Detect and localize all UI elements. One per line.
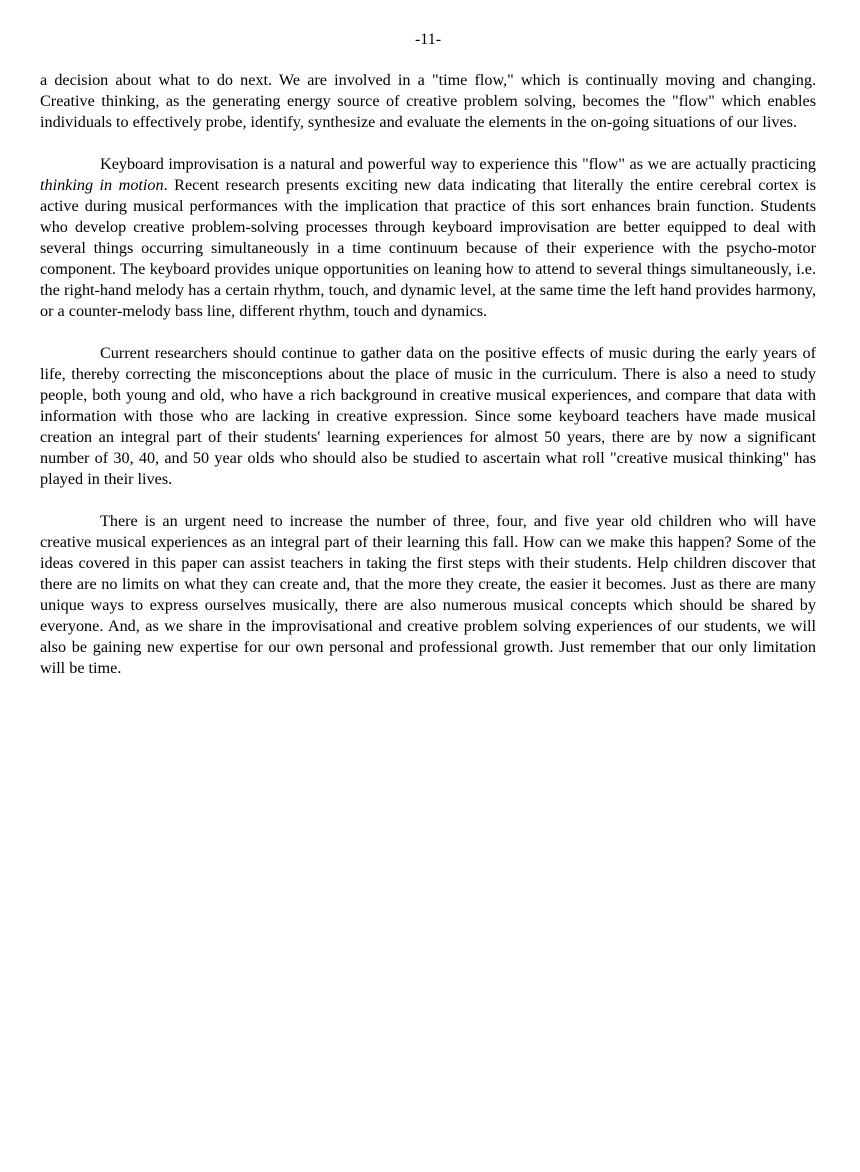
page-number: -11- xyxy=(414,31,442,48)
paragraph-2 xyxy=(40,154,816,322)
paragraph-2-emphasis: thinking in motion xyxy=(40,176,164,194)
paragraph-1: a decision about what to do next. We are involved in a "time flow," which is continually moving and changing. Creative thinking, as the generating energy source of creative problem solving, becomes the "flow" which enables individuals to effectively probe, identify, synthesize and evaluate the elements in the on-going situations of our lives. xyxy=(40,71,816,131)
paragraph-2-text-a: Keyboard improvisation is a natural and powerful way to experience this "flow" as we are actually practicing xyxy=(100,155,816,173)
paragraph-2-text-b: . Recent research presents exciting new data indicating that literally the entire cerebral cortex is active during musical performances with the implication that practice of this sort enhances brain function. Students who develop creative problem-solving processes through keyboard improvisation are better equipped to deal with several things occurring simultaneously in a time continuum because of their experience with the psycho-motor component. The keyboard provides unique opportunities on leaning how to attend to several things simultaneously, i.e. the right-hand melody has a certain rhythm, touch, and dynamic level, at the same time the left hand provides harmony, or a counter-melody bass line, different rhythm, touch and dynamics. xyxy=(40,176,816,320)
document-page xyxy=(40,30,816,700)
paragraph-3: Current researchers should continue to gather data on the positive effects of music during the early years of life, thereby correcting the misconceptions about the place of music in the curriculum. There is also a need to study people, both young and old, who have a rich background in creative musical experiences, and compare that data with information with those who are lacking in creative expression. Since some keyboard teachers have made musical creation an integral part of their students' learning experiences for almost 50 years, there are by now a significant number of 30, 40, and 50 year olds who should also be studied to ascertain what roll "creative musical thinking" has played in their lives. xyxy=(40,344,816,488)
paragraph-4: There is an urgent need to increase the number of three, four, and five year old children who will have creative musical experiences as an integral part of their learning this fall. How can we make this happen? Some of the ideas covered in this paper can assist teachers in taking the first steps with their students. Help children discover that there are no limits on what they can create and, that the more they create, the easier it becomes. Just as there are many unique ways to express ourselves musically, there are also numerous musical concepts which should be shared by everyone. And, as we share in the improvisational and creative problem solving experiences of our students, we will also be gaining new expertise for our own personal and professional growth. Just remember that our only limitation will be time. xyxy=(40,512,816,677)
